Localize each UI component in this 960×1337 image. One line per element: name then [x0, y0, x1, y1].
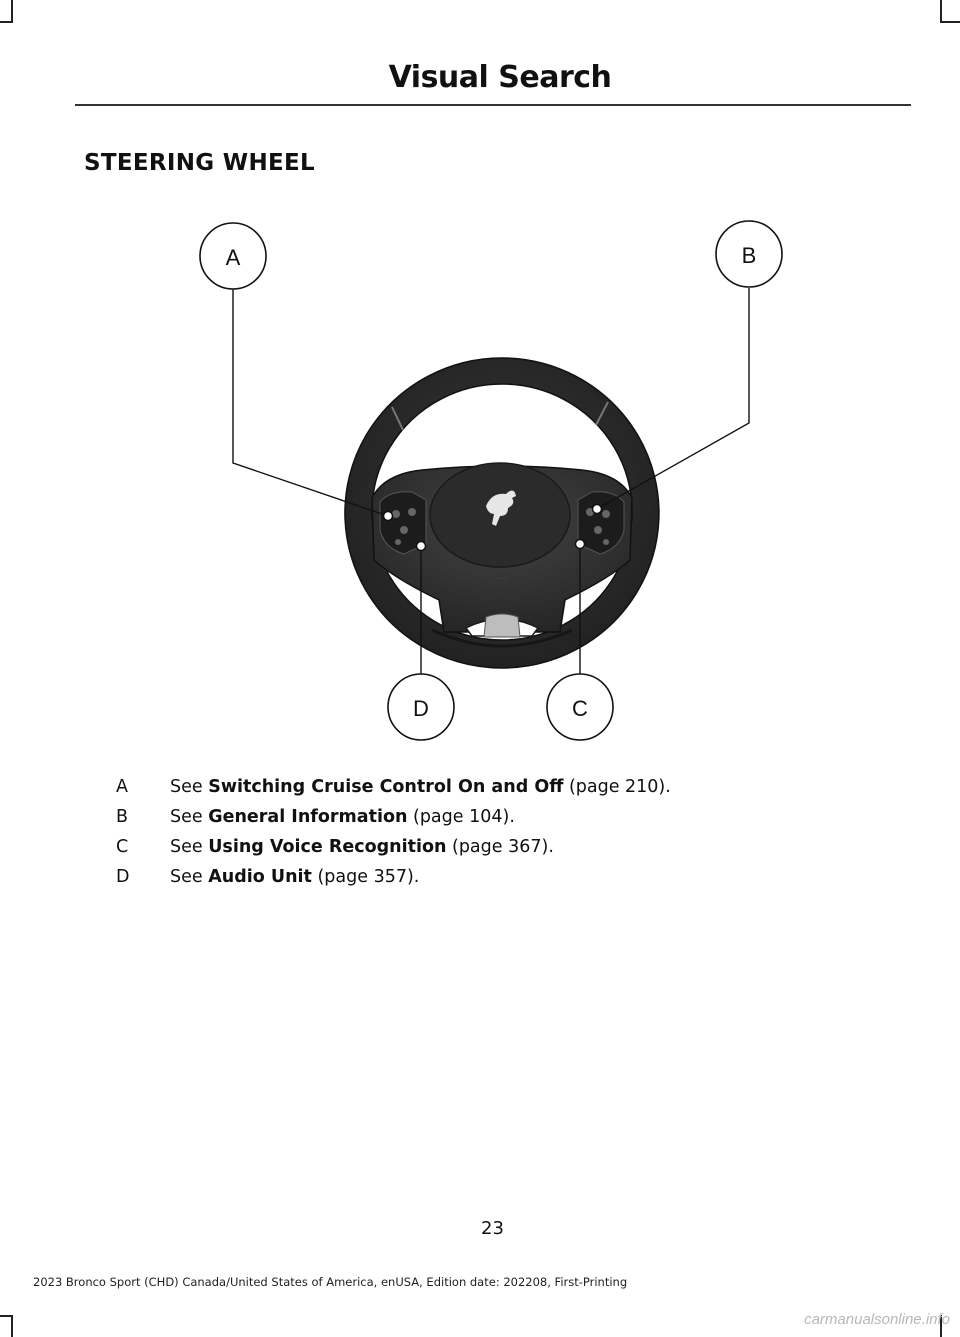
page-header-title: Visual Search — [388, 60, 612, 95]
legend-topic-link[interactable]: General Information — [208, 807, 408, 827]
svg-text:· · ·: · · · — [498, 576, 506, 582]
legend-letter: D — [116, 867, 130, 887]
section-title: STEERING WHEEL — [84, 150, 315, 176]
legend-reference: See Using Voice Recognition (page 367). — [170, 837, 554, 857]
callout-d-letter: D — [413, 696, 429, 721]
callout-a-letter: A — [225, 245, 241, 270]
watermark: carmanualsonline.info — [804, 1311, 950, 1328]
callout-a — [200, 223, 266, 289]
callout-c-letter: C — [572, 696, 588, 721]
legend-letter: A — [116, 777, 128, 797]
legend-letter: B — [116, 807, 129, 827]
legend-reference: See General Information (page 104). — [170, 807, 515, 827]
legend-topic-link[interactable]: Audio Unit — [208, 867, 312, 887]
callout-b — [716, 221, 782, 287]
page-number: 23 — [481, 1218, 504, 1239]
callout-b-letter: B — [741, 243, 757, 268]
legend-reference: See Switching Cruise Control On and Off (page 210). — [170, 777, 671, 797]
legend-topic-link[interactable]: Using Voice Recognition — [208, 837, 447, 857]
callout-c — [547, 674, 613, 740]
legend-topic-link[interactable]: Switching Cruise Control On and Off — [208, 777, 564, 797]
legend-letter: C — [116, 837, 129, 857]
callout-d — [388, 674, 454, 740]
edition-footer: 2023 Bronco Sport (CHD) Canada/United States of America, enUSA, Edition date: 202208, First-Printing — [33, 1275, 628, 1289]
legend-reference: See Audio Unit (page 357). — [170, 867, 420, 887]
crop-mark-bottom-left-h — [0, 1315, 13, 1317]
crop-mark-bottom-left-v — [11, 1315, 13, 1337]
